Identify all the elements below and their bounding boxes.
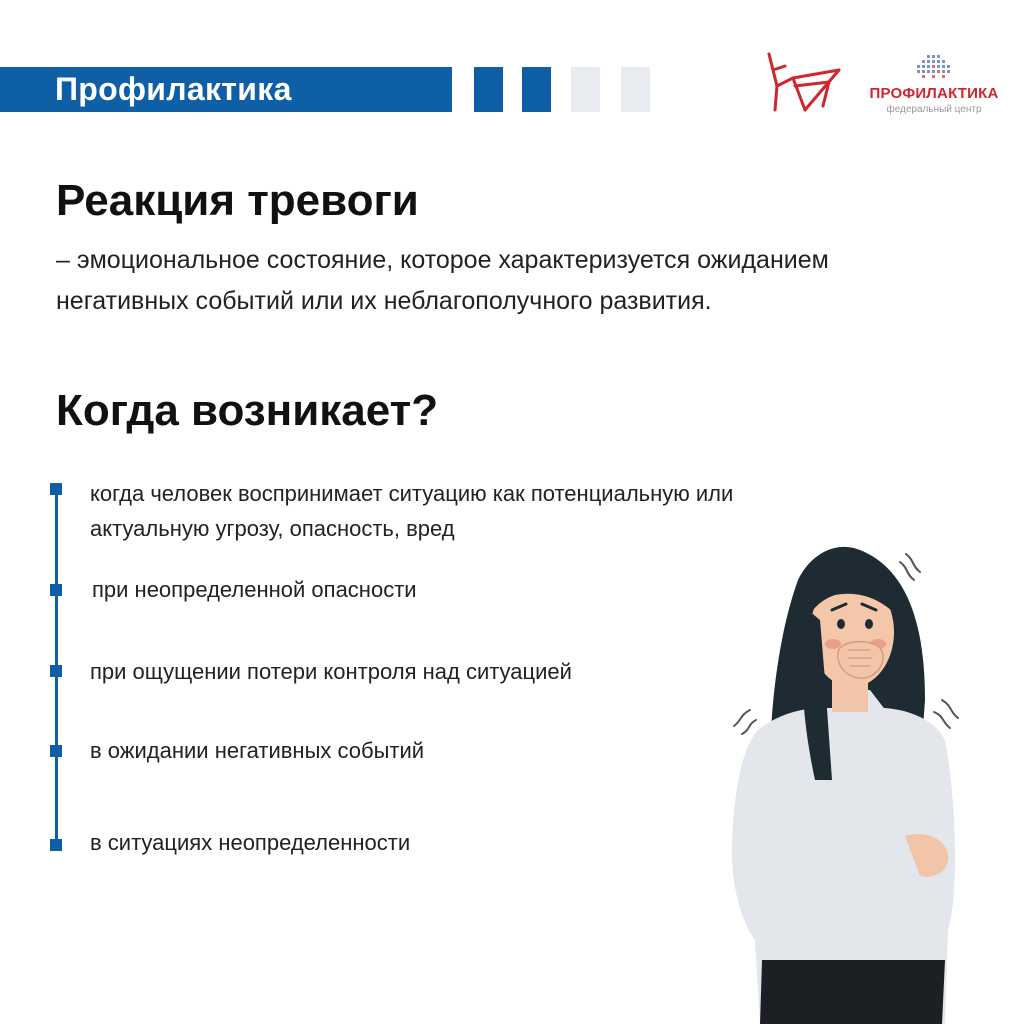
decor-square [571, 67, 600, 112]
section-subtitle: Когда возникает? [56, 386, 439, 435]
bullet-marker [50, 584, 62, 596]
brand-name: ПРОФИЛАКТИКА [869, 85, 999, 102]
bullet-marker [50, 665, 62, 677]
decor-square [621, 67, 650, 112]
list-item: в ситуациях неопределенности [90, 830, 411, 855]
bullet-marker [50, 745, 62, 757]
definition-text: – эмоциональное состояние, которое характеризуется ожиданием негативных событий или их неблагополучного развития. [56, 246, 829, 315]
header-banner [0, 67, 452, 112]
chair-icon [765, 52, 843, 114]
bullet-marker [50, 839, 62, 851]
mosaic-icon [917, 55, 951, 81]
banner-title: Профилактика [55, 71, 292, 107]
page-title: Реакция тревоги [56, 176, 419, 225]
decor-square [522, 67, 551, 112]
list-item: при ощущении потери контроля над ситуацией [90, 659, 572, 684]
bullet-marker [50, 483, 62, 495]
anxious-woman-illustration [720, 540, 980, 1024]
list-item: в ожидании негативных событий [90, 738, 425, 763]
list-item: когда человек воспринимает ситуацию как потенциальную или актуальную угрозу, опасность, вред [90, 481, 734, 541]
decor-square [474, 67, 503, 112]
list-item: при неопределенной опасности [92, 577, 417, 602]
brand-subtitle: федеральный центр [886, 104, 982, 115]
